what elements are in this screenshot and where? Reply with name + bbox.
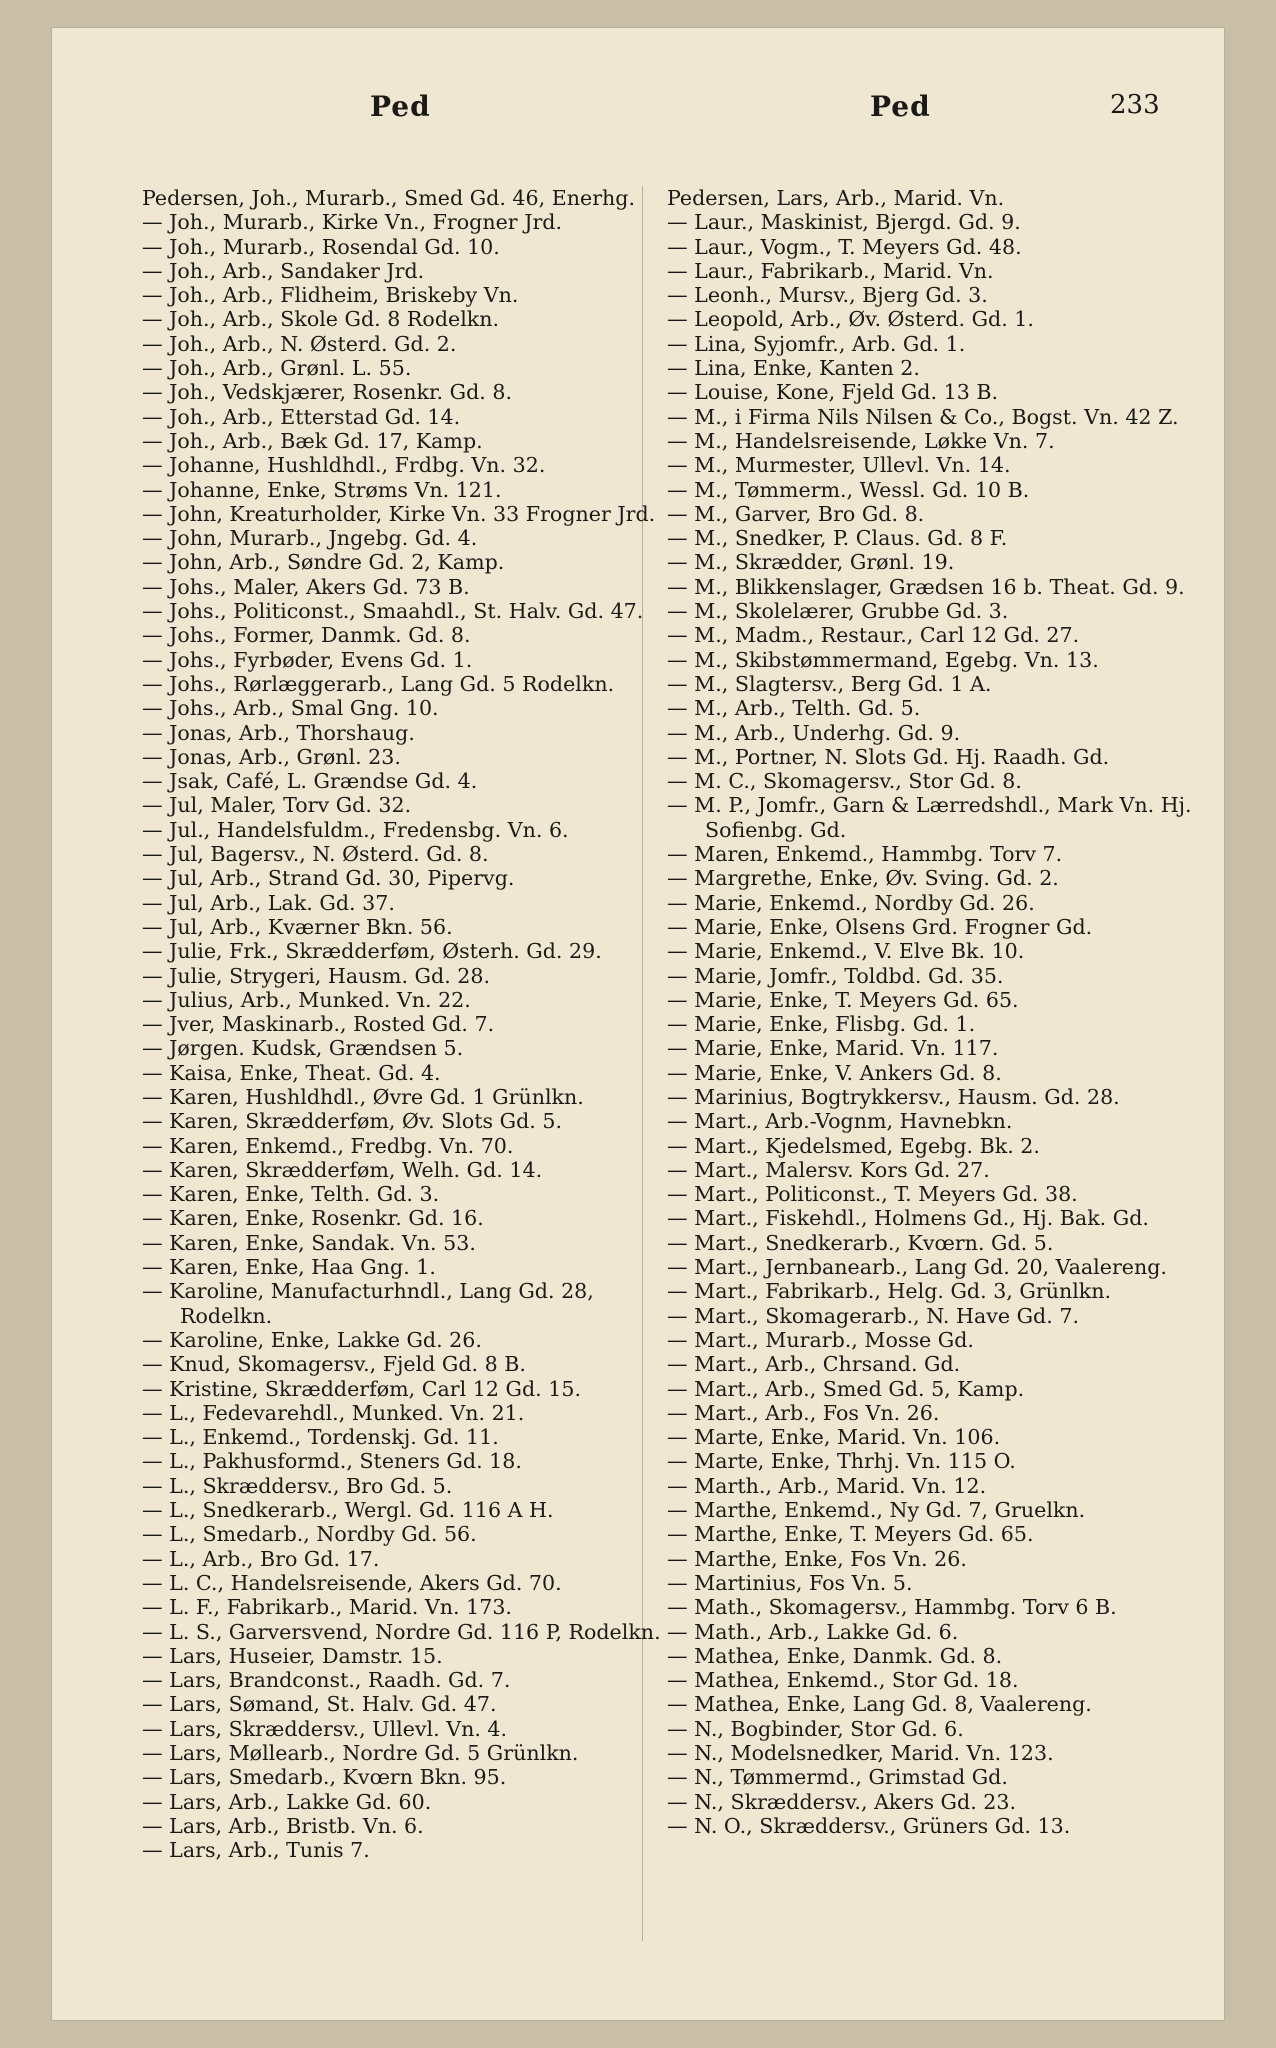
directory-entry: — Mathea, Enkemd., Stor Gd. 18.	[667, 1668, 1019, 1693]
directory-entry: — Johanne, Enke, Strøms Vn. 121.	[142, 477, 502, 502]
directory-entry: — Joh., Arb., Grønl. L. 55.	[142, 356, 412, 381]
directory-entry: — Lars, Brandconst., Raadh. Gd. 7.	[142, 1668, 511, 1693]
directory-entry: — Lars, Smedarb., Kvœrn Bkn. 95.	[142, 1765, 507, 1790]
directory-entry: — Mart., Fiskehdl., Holmens Gd., Hj. Bak. Gd.	[667, 1206, 1149, 1231]
directory-entry: — Joh., Arb., Skole Gd. 8 Rodelkn.	[142, 307, 500, 332]
directory-entry: — Marthe, Enke, Fos Vn. 26.	[667, 1546, 967, 1571]
directory-entry: — Johs., Former, Danmk. Gd. 8.	[142, 623, 471, 648]
directory-entry: — M., Tømmerm., Wessl. Gd. 10 B.	[667, 477, 1030, 502]
directory-entry: — M., Murmester, Ullevl. Vn. 14.	[667, 453, 1011, 478]
directory-entry: — L., Fedevarehdl., Munked. Vn. 21.	[142, 1400, 525, 1425]
directory-entry: — L., Pakhusformd., Steners Gd. 18.	[142, 1449, 522, 1474]
directory-entry: — Joh., Arb., Bæk Gd. 17, Kamp.	[142, 428, 483, 453]
directory-entry: — Marinius, Bogtrykkersv., Hausm. Gd. 28.	[667, 1084, 1120, 1109]
directory-entry: — M., Garver, Bro Gd. 8.	[667, 501, 925, 526]
directory-entry: — Lars, Møllearb., Nordre Gd. 5 Grünlkn.	[142, 1741, 579, 1765]
directory-entry: — Karen, Enke, Haa Gng. 1.	[142, 1255, 436, 1280]
directory-entry: — Karen, Skrædderføm, Welh. Gd. 14.	[142, 1157, 543, 1182]
directory-entry: — M. P., Jomfr., Garn & Lærredshdl., Mark Vn. Hj. Sofienbg. Gd.	[667, 793, 1192, 842]
directory-entry: — Karen, Enke, Sandak. Vn. 53.	[142, 1230, 476, 1255]
directory-entry: — Joh., Arb., Flidheim, Briskeby Vn.	[142, 283, 519, 308]
directory-entry: — Marthe, Enke, T. Meyers Gd. 65.	[667, 1522, 1034, 1547]
directory-entry: — John, Murarb., Jngebg. Gd. 4.	[142, 526, 478, 551]
directory-entry: — Lina, Syjomfr., Arb. Gd. 1.	[667, 331, 966, 356]
directory-entry: — Marte, Enke, Marid. Vn. 106.	[667, 1425, 1001, 1450]
directory-entry: — L. S., Garversvend, Nordre Gd. 116 P, Rodelkn.	[142, 1619, 661, 1644]
directory-entry: — Marie, Enke, Flisbg. Gd. 1.	[667, 1012, 976, 1037]
directory-entry: — L., Snedkerarb., Wergl. Gd. 116 A H.	[142, 1498, 554, 1523]
directory-entry: — Joh., Arb., Etterstad Gd. 14.	[142, 404, 461, 429]
directory-entry: — Marie, Enke, V. Ankers Gd. 8.	[667, 1060, 1002, 1085]
directory-entry: — Lars, Arb., Tunis 7.	[142, 1838, 370, 1863]
directory-entry: — M., Slagtersv., Berg Gd. 1 A.	[667, 671, 992, 696]
directory-entry: — Joh., Arb., Sandaker Jrd.	[142, 258, 425, 283]
directory-entry: — Mart., Arb., Fos Vn. 26.	[667, 1400, 940, 1425]
directory-entry: — L. F., Fabrikarb., Marid. Vn. 173.	[142, 1595, 512, 1620]
directory-entry: — Mart., Malersv. Kors Gd. 27.	[667, 1157, 990, 1182]
directory-entry: — M., Portner, N. Slots Gd. Hj. Raadh. Gd.	[667, 744, 1110, 769]
directory-entry: — Marie, Jomfr., Toldbd. Gd. 35.	[667, 963, 1004, 988]
directory-entry: — Jul., Handelsfuldm., Fredensbg. Vn. 6.	[142, 817, 569, 842]
directory-entry: — Lars, Sømand, St. Halv. Gd. 47.	[142, 1692, 497, 1717]
directory-entry: — L., Smedarb., Nordby Gd. 56.	[142, 1522, 477, 1547]
directory-entry: — N., Skræddersv., Akers Gd. 23.	[667, 1789, 1017, 1814]
directory-entry: — Mart., Kjedelsmed, Egebg. Bk. 2.	[667, 1133, 1040, 1158]
directory-entry: — Mathea, Enke, Lang Gd. 8, Vaalereng.	[667, 1692, 1092, 1717]
directory-entry: — Jul, Arb., Lak. Gd. 37.	[142, 890, 395, 915]
directory-entry: — Johs., Arb., Smal Gng. 10.	[142, 696, 439, 721]
directory-entry: — John, Kreaturholder, Kirke Vn. 33 Frogner Jrd.	[142, 501, 656, 526]
directory-entry: — Jul, Arb., Strand Gd. 30, Pipervg.	[142, 866, 515, 891]
directory-entry: — Karen, Enkemd., Fredbg. Vn. 70.	[142, 1133, 514, 1158]
directory-entry: — Karen, Enke, Rosenkr. Gd. 16.	[142, 1206, 484, 1231]
directory-entry: — Math., Arb., Lakke Gd. 6.	[667, 1619, 959, 1644]
directory-entry: — Mart., Arb.-Vognm, Havnebkn.	[667, 1109, 1013, 1134]
directory-entry: — Marte, Enke, Thrhj. Vn. 115 O.	[667, 1449, 1016, 1474]
directory-entry: Pedersen, Lars, Arb., Marid. Vn.	[667, 186, 1005, 210]
header-center: Ped	[870, 90, 931, 123]
directory-entry: — Marie, Enke, T. Meyers Gd. 65.	[667, 987, 1019, 1012]
directory-entry: — Kaisa, Enke, Theat. Gd. 4.	[142, 1060, 441, 1085]
directory-entry: — Jul, Arb., Kværner Bkn. 56.	[142, 914, 453, 939]
directory-entry: — L., Skræddersv., Bro Gd. 5.	[142, 1473, 453, 1498]
directory-entry: — Mathea, Enke, Danmk. Gd. 8.	[667, 1643, 1003, 1668]
directory-entry: — Marie, Enke, Olsens Grd. Frogner Gd.	[667, 914, 1093, 939]
directory-entry: — M., Arb., Telth. Gd. 5.	[667, 696, 921, 721]
directory-entry: — N. O., Skræddersv., Grüners Gd. 13.	[667, 1813, 1071, 1838]
directory-entry: — N., Bogbinder, Stor Gd. 6.	[667, 1716, 964, 1741]
directory-entry: — Jonas, Arb., Thorshaug.	[142, 720, 415, 745]
directory-entry: — Leopold, Arb., Øv. Østerd. Gd. 1.	[667, 307, 1034, 332]
directory-entry: — N., Tømmermd., Grimstad Gd.	[667, 1765, 1008, 1790]
directory-entry: — Karoline, Enke, Lakke Gd. 26.	[142, 1327, 482, 1352]
directory-entry: — Lars, Skræddersv., Ullevl. Vn. 4.	[142, 1716, 508, 1741]
directory-entry: — Knud, Skomagersv., Fjeld Gd. 8 B.	[142, 1352, 526, 1377]
directory-entry: — Mart., Arb., Chrsand. Gd.	[667, 1352, 961, 1377]
directory-entry: — Julie, Frk., Skrædderføm, Østerh. Gd. 29.	[142, 939, 602, 964]
directory-entry: — John, Arb., Søndre Gd. 2, Kamp.	[142, 550, 505, 575]
directory-entry: — Marthe, Enkemd., Ny Gd. 7, Gruelkn.	[667, 1498, 1086, 1523]
directory-entry: — Karoline, Manufacturhndl., Lang Gd. 28, Rodelkn.	[142, 1279, 594, 1328]
directory-entry: — Mart., Snedkerarb., Kvœrn. Gd. 5.	[667, 1230, 1054, 1255]
directory-entry: — Johanne, Hushldhdl., Frdbg. Vn. 32.	[142, 453, 546, 478]
directory-entry: — Julius, Arb., Munked. Vn. 22.	[142, 987, 471, 1012]
directory-entry: — Leonh., Mursv., Bjerg Gd. 3.	[667, 283, 988, 308]
directory-entry: — M., Skibstømmermand, Egebg. Vn. 13.	[667, 647, 1099, 672]
directory-entry: — M., Arb., Underhg. Gd. 9.	[667, 720, 961, 745]
directory-entry: — Martinius, Fos Vn. 5.	[667, 1570, 913, 1595]
directory-entry: — Mart., Murarb., Mosse Gd.	[667, 1327, 974, 1352]
directory-entry: — Johs., Rørlæggerarb., Lang Gd. 5 Rodelkn.	[142, 671, 615, 696]
directory-entry: — Jsak, Café, L. Grændse Gd. 4.	[142, 769, 478, 794]
directory-entry: — L. C., Handelsreisende, Akers Gd. 70.	[142, 1570, 562, 1595]
directory-entry: — Johs., Politiconst., Smaahdl., St. Halv. Gd. 47.	[142, 599, 644, 624]
directory-entry: — Joh., Vedskjærer, Rosenkr. Gd. 8.	[142, 380, 512, 405]
right-column	[667, 186, 1207, 1838]
directory-entry: — Jonas, Arb., Grønl. 23.	[142, 744, 401, 769]
directory-entry: — Louise, Kone, Fjeld Gd. 13 B.	[667, 380, 999, 405]
directory-entry: — Jul, Maler, Torv Gd. 32.	[142, 793, 412, 818]
directory-entry: — Johs., Maler, Akers Gd. 73 B.	[142, 574, 470, 599]
directory-entry: — Lars, Arb., Lakke Gd. 60.	[142, 1789, 432, 1814]
directory-entry: — Marth., Arb., Marid. Vn. 12.	[667, 1473, 987, 1498]
directory-entry: — M. C., Skomagersv., Stor Gd. 8.	[667, 769, 1022, 794]
directory-entry: — Jver, Maskinarb., Rosted Gd. 7.	[142, 1012, 495, 1037]
directory-entry: — M., Skrædder, Grønl. 19.	[667, 550, 955, 575]
directory-entry: — Kristine, Skrædderføm, Carl 12 Gd. 15.	[142, 1376, 581, 1401]
directory-entry: — M., Blikkenslager, Grædsen 16 b. Theat. Gd. 9.	[667, 574, 1185, 599]
directory-entry: — Karen, Skrædderføm, Øv. Slots Gd. 5.	[142, 1109, 563, 1134]
directory-entry: — M., i Firma Nils Nilsen & Co., Bogst. Vn. 42 Z.	[667, 404, 1179, 429]
directory-entry: — M., Madm., Restaur., Carl 12 Gd. 27.	[667, 623, 1080, 648]
directory-entry: — Mart., Arb., Smed Gd. 5, Kamp.	[667, 1376, 1025, 1401]
directory-entry: — Karen, Hushldhdl., Øvre Gd. 1 Grünlkn.	[142, 1084, 584, 1109]
directory-entry: — L., Arb., Bro Gd. 17.	[142, 1546, 380, 1571]
directory-entry: — Marie, Enke, Marid. Vn. 117.	[667, 1036, 999, 1061]
directory-entry: — Julie, Strygeri, Hausm. Gd. 28.	[142, 963, 491, 988]
directory-entry: — Joh., Murarb., Rosendal Gd. 10.	[142, 234, 500, 259]
directory-entry: — Mart., Jernbanearb., Lang Gd. 20, Vaalereng.	[667, 1255, 1167, 1280]
directory-entry: — Jul, Bagersv., N. Østerd. Gd. 8.	[142, 842, 489, 867]
directory-entry: — M., Snedker, P. Claus. Gd. 8 F.	[667, 526, 1008, 551]
directory-entry: — Jørgen. Kudsk, Grændsen 5.	[142, 1036, 464, 1061]
directory-entry: — Math., Skomagersv., Hammbg. Torv 6 B.	[667, 1595, 1117, 1620]
header-left: Ped	[370, 90, 431, 123]
directory-entry: — Lina, Enke, Kanten 2.	[667, 356, 920, 381]
directory-entry: — Laur., Fabrikarb., Marid. Vn.	[667, 258, 994, 283]
directory-entry: — Lars, Huseier, Damstr. 15.	[142, 1643, 443, 1668]
directory-entry: — Mart., Politiconst., T. Meyers Gd. 38.	[667, 1182, 1078, 1207]
directory-entry: — N., Modelsnedker, Marid. Vn. 123.	[667, 1741, 1054, 1765]
directory-entry: — Laur., Vogm., T. Meyers Gd. 48.	[667, 234, 1022, 259]
directory-entry: — Margrethe, Enke, Øv. Sving. Gd. 2.	[667, 866, 1059, 891]
directory-entry: — Marie, Enkemd., Nordby Gd. 26.	[667, 890, 1035, 915]
directory-entry: — Laur., Maskinist, Bjergd. Gd. 9.	[667, 210, 1021, 235]
directory-entry: — Johs., Fyrbøder, Evens Gd. 1.	[142, 647, 473, 672]
directory-entry: — M., Skolelærer, Grubbe Gd. 3.	[667, 599, 1009, 624]
directory-entry: — Mart., Skomagerarb., N. Have Gd. 7.	[667, 1303, 1079, 1328]
directory-entry: — Joh., Arb., N. Østerd. Gd. 2.	[142, 331, 457, 356]
left-column	[142, 186, 687, 1862]
directory-page	[52, 28, 1224, 2020]
directory-entry: Pedersen, Joh., Murarb., Smed Gd. 46, Enerhg.	[142, 186, 636, 210]
directory-entry: — Mart., Fabrikarb., Helg. Gd. 3, Grünlkn.	[667, 1279, 1112, 1304]
directory-entry: — M., Handelsreisende, Løkke Vn. 7.	[667, 428, 1055, 453]
directory-entry: — L., Enkemd., Tordenskj. Gd. 11.	[142, 1425, 499, 1450]
directory-entry: — Joh., Murarb., Kirke Vn., Frogner Jrd.	[142, 210, 563, 235]
page-number: 233	[1110, 90, 1160, 120]
directory-entry: — Lars, Arb., Bristb. Vn. 6.	[142, 1813, 424, 1838]
directory-entry: — Maren, Enkemd., Hammbg. Torv 7.	[667, 842, 1063, 867]
directory-entry: — Marie, Enkemd., V. Elve Bk. 10.	[667, 939, 1025, 964]
directory-entry: — Karen, Enke, Telth. Gd. 3.	[142, 1182, 440, 1207]
